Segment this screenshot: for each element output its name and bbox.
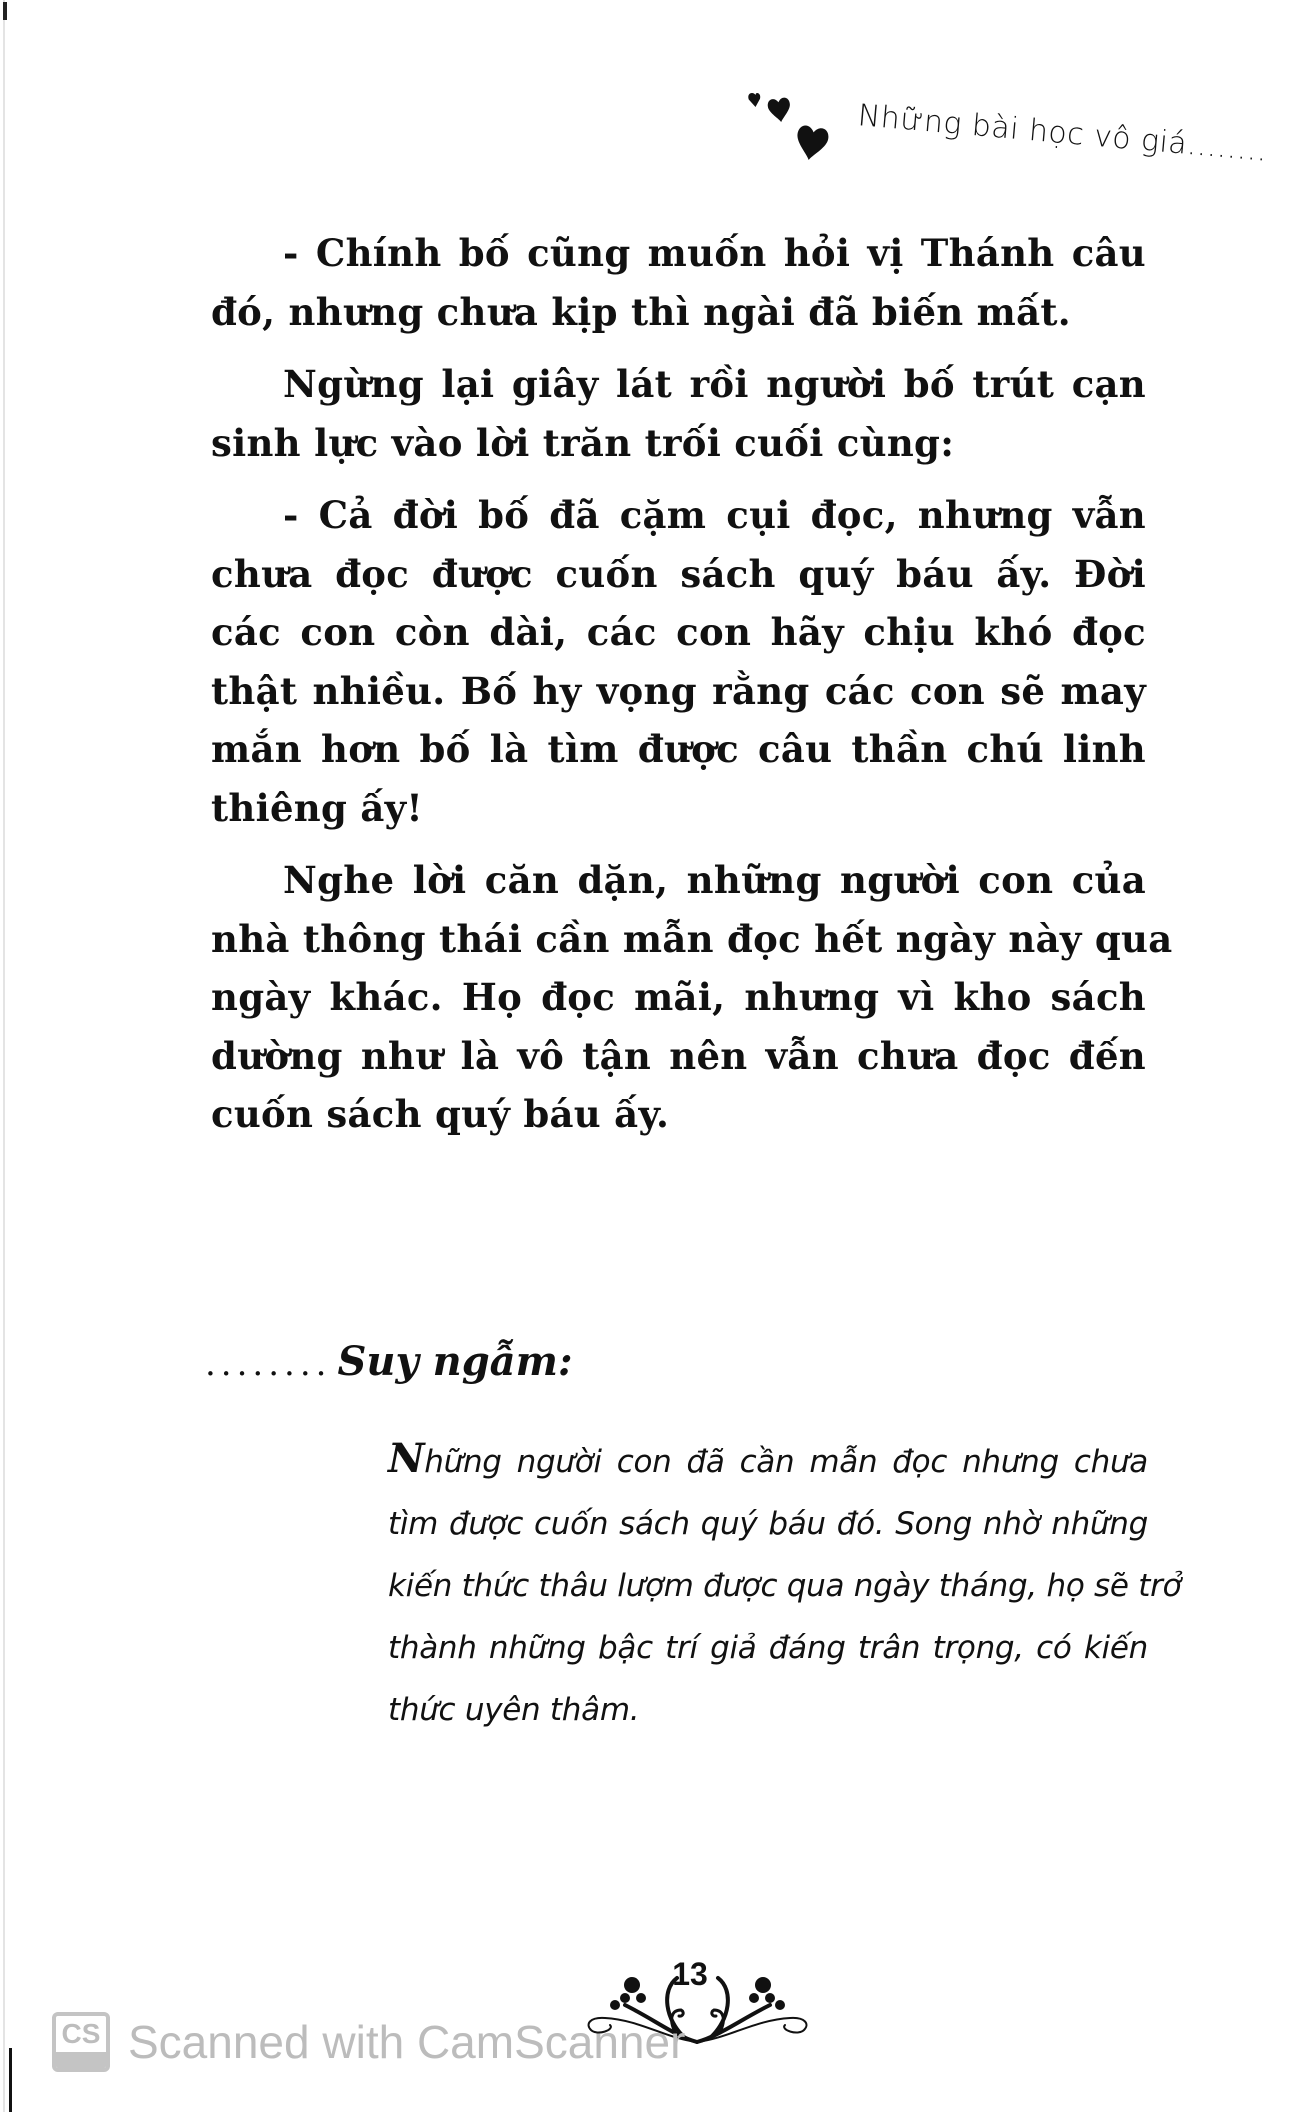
text-line: cuốn sách quý báu ấy. — [211, 1092, 670, 1136]
running-header-title: Những bài học vô giá........ — [856, 98, 1269, 169]
paragraph — [211, 355, 1146, 472]
reflection-line: thành những bậc trí giả đáng trân trọng, có kiến — [388, 1630, 1148, 1666]
watermark-text: Scanned with CamScanner — [128, 2016, 686, 2068]
camscanner-logo-text: CS — [61, 2018, 101, 2049]
paragraph — [211, 224, 1146, 341]
text-line: các con còn dài, các con hãy chịu khó đọc — [211, 610, 1146, 654]
text-line: ngày khác. Họ đọc mãi, nhưng vì kho sách — [211, 975, 1146, 1019]
text-line: - Cả đời bố đã cặm cụi đọc, nhưng vẫn — [283, 493, 1146, 537]
reflection-body — [388, 1428, 1182, 1741]
text-line: mắn hơn bố là tìm được câu thần chú linh — [211, 727, 1146, 771]
camscanner-watermark — [52, 2012, 685, 2072]
reflection-title: Suy ngẫm: — [337, 1338, 573, 1385]
scan-edge-mark-top — [3, 2, 7, 20]
reflection-line-text: hững người con đã cần mẫn đọc nhưng chưa — [424, 1444, 1148, 1480]
camscanner-logo-bar — [56, 2052, 106, 2068]
text-line: nhà thông thái cần mẫn đọc hết ngày này qua — [211, 916, 1173, 961]
paragraph — [211, 851, 1173, 1144]
text-line: sinh lực vào lời trăn trối cuối cùng: — [211, 420, 955, 465]
page-edge-shadow — [3, 0, 5, 2112]
text-line: dường như là vô tận nên vẫn chưa đọc đến — [211, 1033, 1146, 1078]
reflection-line: thức uyên thâm. — [388, 1692, 640, 1728]
text-line: Ngừng lại giây lát rồi người bố trút cạn — [283, 362, 1146, 406]
reflection-line: kiến thức thâu lượm được qua ngày tháng, họ sẽ trở — [388, 1568, 1182, 1604]
reflection-line: tìm được cuốn sách quý báu đó. Song nhờ những — [388, 1506, 1148, 1542]
page-number: 13 — [672, 1956, 708, 1992]
body-text — [211, 224, 1173, 1158]
leader-dots: ........ — [205, 1344, 332, 1384]
text-line: Nghe lời căn dặn, những người con của — [283, 858, 1146, 902]
text-line: thật nhiều. Bố hy vọng rằng các con sẽ may — [211, 668, 1146, 713]
paragraph — [211, 486, 1146, 837]
text-line: - Chính bố cũng muốn hỏi vị Thánh câu — [283, 231, 1146, 275]
reflection-heading — [205, 1338, 573, 1385]
text-line: thiêng ấy! — [211, 785, 423, 830]
text-line: đó, nhưng chưa kịp thì ngài đã biến mất. — [211, 289, 1071, 334]
drop-cap: N — [388, 1435, 425, 1482]
text-line: chưa đọc được cuốn sách quý báu ấy. Đời — [211, 551, 1146, 596]
camscanner-logo-icon — [52, 2012, 110, 2072]
reflection-line — [388, 1428, 1148, 1493]
hearts-icon — [720, 80, 850, 160]
scan-edge-mark-bottom — [9, 2048, 12, 2112]
running-header — [720, 80, 1310, 169]
